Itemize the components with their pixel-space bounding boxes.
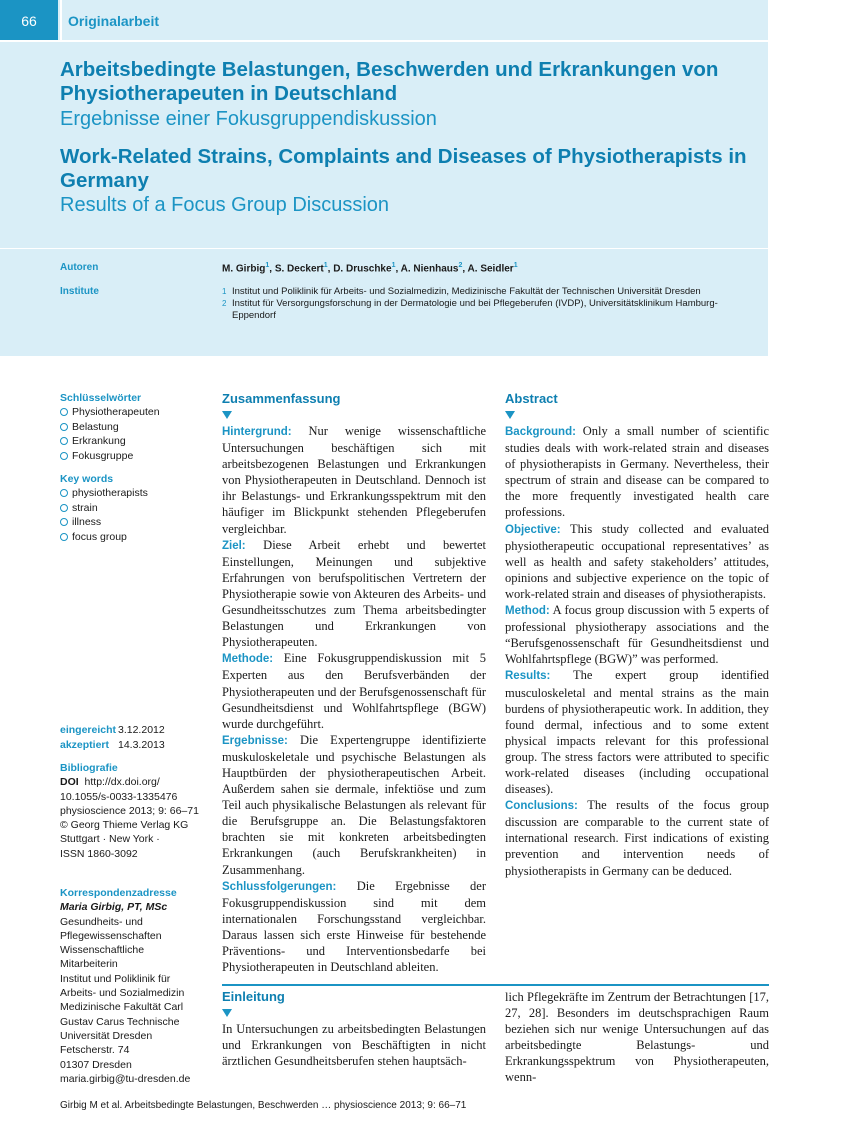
correspondence-line: Universität Dresden xyxy=(60,1029,153,1042)
arrow-down-icon xyxy=(222,411,232,419)
abstract-section: Methode: Eine Fokusgruppendiskussion mit 5 Experten aus den Berufsverbänden der Physiotherapeuten und der Berufsgenossenschaft für Gesundheitsdienst und Wohlfahrtspflege (BGW) wurde durchgeführt. xyxy=(222,651,486,731)
received-date: 3.12.2012 xyxy=(118,724,165,736)
author-affiliation: 2 xyxy=(458,262,463,269)
bullet-icon xyxy=(60,504,68,512)
bullet-icon xyxy=(60,408,68,416)
correspondence-line: Wissenschaftliche Mitarbeiterin xyxy=(60,944,145,971)
author-name: S. Deckert xyxy=(274,263,324,275)
title-german: Arbeitsbedingte Belastungen, Beschwerden und Erkrankungen von Physiotherapeuten in Deutschland xyxy=(60,58,719,105)
author-name: A. Nienhaus xyxy=(400,263,459,275)
abstract-section: Conclusions: The results of the focus group discussion are comparable to the current state of international research. First indications of existing prevention and intervention needs of physiotherapists in Germany can be deduced. xyxy=(505,798,769,878)
author-name: M. Girbig xyxy=(222,263,266,275)
author-name: A. Seidler xyxy=(467,263,514,275)
biblio-line: © Georg Thieme Verlag KG xyxy=(60,819,189,832)
author-affiliation: 1 xyxy=(391,262,396,269)
abstract-section: Ziel: Diese Arbeit erhebt und bewertet Einstellungen, Meinungen und subjektive Erfahrungen von berufspolitischen Vertretern der Physiotherapie sowie von Akteuren des Arbeits- und Gesundheitsschutzes zum Thema arbeitsbedingter Belastungen und Erkrankungen von Physiotherapeuten. xyxy=(222,537,487,650)
keyword-item: Belastung xyxy=(60,420,160,435)
correspondence-name: Maria Girbig, PT, MSc xyxy=(60,901,168,914)
dates-block xyxy=(60,723,165,753)
header-rule xyxy=(0,40,768,42)
intro-heading: Einleitung xyxy=(222,989,285,1004)
correspondence-line: Pflegewissenschaften xyxy=(60,929,162,942)
abstract-section: Method: A focus group discussion with 5 experts of professional physiotherapy associations and the “Berufsgenossenschaft für Gesundheitsdienst und Wohlfahrtspflege (BGW)” was performed. xyxy=(505,603,769,667)
abstract-section: Hintergrund: Nur wenige wissenschaftliche Untersuchungen beschäftigen sich mit arbeitsbezogenen Belastungen und Erkrankungen von Physiotherapeuten in Deutschland. Dennoch ist ihr Belastungs- und Erkrankungsspektrum mit den häufiger im Blickpunkt stehenden Pflegeberufen vergleichbar. xyxy=(222,424,487,536)
section-tag: Originalarbeit xyxy=(68,13,160,29)
biblio-line: Stuttgart · New York · xyxy=(60,833,160,846)
keywords-de-label: Schlüsselwörter xyxy=(60,392,142,404)
bullet-icon xyxy=(60,423,68,431)
bibliography-label: Bibliografie xyxy=(60,762,118,774)
page-footer: Girbig M et al. Arbeitsbedingte Belastungen, Beschwerden … physioscience 2013; 9: 66–71 xyxy=(60,1100,467,1111)
correspondence-label: Korrespondenzadresse xyxy=(60,887,177,899)
institute-number: 2 xyxy=(222,299,227,308)
header-divider xyxy=(60,0,62,40)
correspondence-email[interactable]: maria.girbig@tu-dresden.de xyxy=(60,1072,191,1085)
abstract-de-body xyxy=(222,423,486,975)
subtitle-english: Results of a Focus Group Discussion xyxy=(60,194,390,216)
arrow-down-icon xyxy=(505,411,515,419)
correspondence-line: Fetscherstr. 74 xyxy=(60,1044,130,1057)
bullet-icon xyxy=(60,533,68,541)
received-label: eingereicht xyxy=(60,724,117,736)
keywords-en-label: Key words xyxy=(60,473,114,485)
bullet-icon xyxy=(60,489,68,497)
bullet-icon xyxy=(60,437,68,445)
correspondence-block xyxy=(60,886,200,1086)
biblio-line: ISSN 1860-3092 xyxy=(60,847,138,860)
author-affiliation: 1 xyxy=(265,262,270,269)
institute-text: Institut für Versorgungsforschung in der Dermatologie und bei Pflegeberufen (IVDP), Universitätsklinikum Hamburg-Eppendorf xyxy=(232,298,718,321)
abstract-section: Results: The expert group identified musculoskeletal and mental strains as the main burdens of physiotherapeutic work. In addition, they found dermal, infectious and to some extent physical impacts relevant for this professional group. The stress factors were attributed to specific work-related diseases (including occupational diseases). xyxy=(505,668,769,797)
bibliography-block xyxy=(60,761,200,861)
author-affiliation: 1 xyxy=(323,262,328,269)
correspondence-line: Gustav Carus Technische xyxy=(60,1015,180,1028)
doi-line[interactable]: http://dx.doi.org/ xyxy=(84,776,160,789)
section-rule xyxy=(222,984,769,986)
institute-item xyxy=(222,286,742,298)
intro-text-right: lich Pflegekräfte im Zentrum der Betrachtungen [17, 27, 28]. Besonders im deutschsprachigen Raum beziehen sich nur wenige Untersuchungen auf das arbeitsbedingte Belastungs- und Erkrankungsspektrum von Physiotherapeuten, wenn- xyxy=(505,990,769,1085)
authors-label: Autoren xyxy=(60,262,99,273)
keyword-item: focus group xyxy=(60,530,148,545)
institute-number: 1 xyxy=(222,287,227,296)
bullet-icon xyxy=(60,452,68,460)
author-affiliation: 1 xyxy=(513,262,518,269)
abstract-en-heading: Abstract xyxy=(505,391,558,406)
doi-line[interactable]: 10.1055/s-0033-1335476 xyxy=(60,790,178,803)
keyword-item: strain xyxy=(60,501,148,516)
author-name: D. Druschke xyxy=(333,263,392,275)
biblio-line: physioscience 2013; 9: 66–71 xyxy=(60,804,199,817)
intro-text-left: In Untersuchungen zu arbeitsbedingten Belastungen und Erkrankungen von Beschäftigten in nicht ärztlichen Gesundheitsberufen stehen hauptsäch- xyxy=(222,1022,486,1069)
bullet-icon xyxy=(60,518,68,526)
keyword-item: illness xyxy=(60,515,148,530)
page-number: 66 xyxy=(0,0,58,40)
keyword-item: physiotherapists xyxy=(60,486,148,501)
abstract-section: Objective: This study collected and evaluated physiotherapeutic occupational representatives’ as well as health and safety stakeholders’ attitudes, opinions and subjective experience on the topic of work-related strain and diseases of physiotherapists. xyxy=(505,521,770,601)
institute-text: Institut und Poliklinik für Arbeits- und Sozialmedizin, Medizinische Fakultät der Technischen Universität Dresden xyxy=(232,286,701,297)
institutes-label: Institute xyxy=(60,286,99,297)
correspondence-line: 01307 Dresden xyxy=(60,1058,132,1071)
correspondence-line: Institut und Poliklinik für xyxy=(60,972,171,985)
correspondence-line: Gesundheits- und xyxy=(60,915,143,928)
abstract-section: Background: Only a small number of scientific studies deals with work-related strain and diseases of physiotherapists in Germany. Nevertheless, their spectrum of strain and disease can be compared to the more frequently investigated health care professions. xyxy=(505,424,769,520)
keyword-item: Fokusgruppe xyxy=(60,449,160,464)
institute-item xyxy=(222,298,742,322)
doi-label: DOI xyxy=(60,776,79,789)
title-english: Work-Related Strains, Complaints and Diseases of Physiotherapists in Germany xyxy=(60,145,747,192)
accepted-label: akzeptiert xyxy=(60,739,110,751)
accepted-date: 14.3.2013 xyxy=(118,739,165,751)
abstract-de-heading: Zusammenfassung xyxy=(222,391,341,406)
keywords-de-list xyxy=(60,405,160,463)
correspondence-line: Arbeits- und Sozialmedizin xyxy=(60,987,185,1000)
abstract-section: Schlussfolgerungen: Die Ergebnisse der Fokusgruppendiskussion sind mit dem internationalen Forschungsstand vergleichbar. Daraus lassen sich erste Hinweise für bestehende Präventions- und Interventionsbedarfe bei Physiotherapeuten in Deutschland ableiten. xyxy=(222,878,486,975)
arrow-down-icon xyxy=(222,1009,232,1017)
correspondence-line: Medizinische Fakultät Carl xyxy=(60,1001,184,1014)
title-separator xyxy=(0,248,768,249)
authors-line: M. Girbig$^1$, S. Deckert$^1$, D. Druschke$^1$, A. Nienhaus$^2$, A. Seidler$^1$ xyxy=(222,262,518,275)
abstract-en-body xyxy=(505,423,769,879)
subtitle-german: Ergebnisse einer Fokusgruppendiskussion xyxy=(60,108,437,130)
keywords-en-list xyxy=(60,486,148,544)
abstract-section: Ergebnisse: Die Expertengruppe identifizierte muskuloskeletale und psychische Belastungen als Hauptbürden der physiotherapeutischen Arbeit. Außerdem sahen sie dermale, infektiöse und zum Teil auch physikalische Belastungen als relevant für die Berufsgruppe an. Die Belastungsfaktoren brachten sie mit konkreten arbeitsbedingten Erkrankungen (auch Berufskrankheiten) in Zusammenhang. xyxy=(222,732,487,877)
keyword-item: Physiotherapeuten xyxy=(60,405,160,420)
keyword-item: Erkrankung xyxy=(60,434,160,449)
